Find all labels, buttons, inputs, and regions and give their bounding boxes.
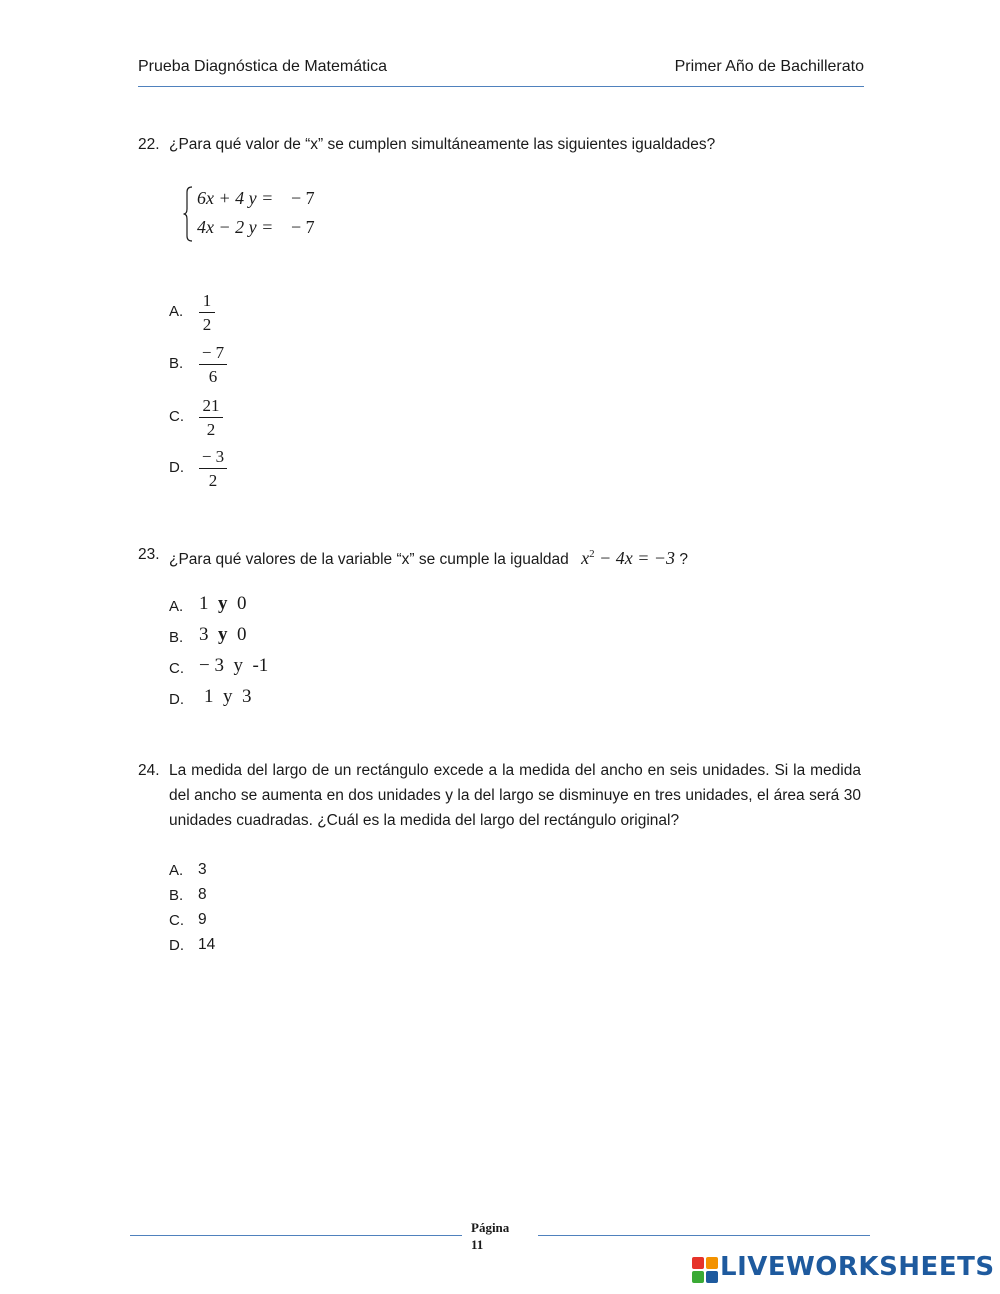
question-number: 23. bbox=[138, 546, 160, 563]
question-text: ¿Para qué valor de “x” se cumplen simultáneamente las siguientes igualdades? bbox=[169, 136, 716, 153]
value-2: 0 bbox=[237, 624, 247, 645]
option-letter: A. bbox=[169, 598, 184, 615]
option-d-value[interactable] bbox=[204, 686, 252, 708]
value-1: − 3 bbox=[199, 655, 224, 676]
option-b-value[interactable] bbox=[199, 624, 247, 646]
question-number: 24. bbox=[138, 762, 160, 779]
option-letter: C. bbox=[169, 912, 184, 929]
fraction-denominator: 2 bbox=[208, 471, 218, 490]
equation-1-lhs: 6x + 4 y = bbox=[197, 188, 274, 208]
equation-system bbox=[183, 186, 333, 242]
option-b-fraction[interactable] bbox=[199, 342, 227, 389]
fraction-denominator: 2 bbox=[206, 420, 216, 439]
option-letter: B. bbox=[169, 887, 184, 904]
fraction-numerator: 21 bbox=[202, 396, 220, 415]
page-value: 11 bbox=[471, 1237, 484, 1252]
question-number: 22. bbox=[138, 136, 160, 153]
option-letter: C. bbox=[169, 408, 184, 425]
footer-divider-left bbox=[130, 1235, 462, 1236]
option-letter: D. bbox=[169, 691, 184, 708]
value-2: 3 bbox=[242, 686, 252, 707]
fraction-numerator: − 3 bbox=[201, 447, 225, 466]
equation bbox=[581, 548, 675, 568]
equation-1-rhs: − 7 bbox=[291, 188, 315, 208]
header-grade: Primer Año de Bachillerato bbox=[674, 58, 864, 75]
option-letter: A. bbox=[169, 862, 184, 879]
value-1: 1 bbox=[199, 593, 209, 614]
question-text bbox=[169, 542, 688, 572]
fraction-numerator: − 7 bbox=[201, 343, 225, 362]
brace-icon bbox=[183, 186, 193, 242]
option-c-fraction[interactable] bbox=[199, 395, 223, 442]
option-c-value[interactable] bbox=[199, 655, 268, 677]
option-d-value[interactable]: 14 bbox=[198, 936, 216, 953]
option-letter: A. bbox=[169, 303, 184, 320]
question-mark: ? bbox=[675, 551, 688, 568]
equation-rest: − 4x = −3 bbox=[594, 548, 676, 568]
option-a-value[interactable]: 3 bbox=[198, 861, 207, 878]
question-22 bbox=[138, 132, 868, 157]
fraction-numerator: 1 bbox=[202, 291, 212, 310]
option-a-value[interactable] bbox=[199, 593, 247, 615]
value-2: -1 bbox=[252, 655, 269, 676]
option-d-fraction[interactable] bbox=[199, 446, 227, 493]
equation-2-rhs: − 7 bbox=[291, 217, 315, 237]
equation-exponent: 2 bbox=[589, 548, 595, 560]
option-letter: B. bbox=[169, 629, 184, 646]
fraction-denominator: 2 bbox=[202, 315, 212, 334]
option-letter: D. bbox=[169, 459, 184, 476]
header-title: Prueba Diagnóstica de Matemática bbox=[138, 58, 388, 75]
value-2: 0 bbox=[237, 593, 247, 614]
fraction-denominator: 6 bbox=[208, 367, 218, 386]
equation-base: x bbox=[581, 548, 590, 568]
conjunction: y bbox=[233, 655, 243, 676]
question-23 bbox=[138, 542, 868, 567]
value-1: 1 bbox=[204, 686, 214, 707]
liveworksheets-wordmark[interactable]: LIVEWORKSHEETS bbox=[720, 1252, 995, 1282]
question-24-text: La medida del largo de un rectángulo excede a la medida del ancho en seis unidades. Si la medida del ancho se aumenta en dos unidades y la del largo se disminuye en tres unidades, el área será 30 unidades cuadradas. ¿Cuál es la medida del largo del rectángulo original? bbox=[169, 762, 861, 829]
option-letter: B. bbox=[169, 355, 184, 372]
option-b-value[interactable]: 8 bbox=[198, 886, 207, 903]
page-label: Página bbox=[471, 1220, 510, 1235]
value-1: 3 bbox=[199, 624, 209, 645]
option-letter: D. bbox=[169, 937, 184, 954]
option-c-value[interactable]: 9 bbox=[198, 911, 207, 928]
page-number bbox=[471, 1219, 509, 1253]
question-text-body: ¿Para qué valores de la variable “x” se cumple la igualdad bbox=[169, 551, 569, 568]
option-a-fraction[interactable] bbox=[199, 290, 215, 337]
conjunction: y bbox=[218, 593, 228, 614]
conjunction: y bbox=[223, 686, 233, 707]
equation-2-lhs: 4x − 2 y = bbox=[197, 217, 274, 237]
option-letter: C. bbox=[169, 660, 184, 677]
page-header bbox=[138, 58, 864, 87]
conjunction: y bbox=[218, 624, 228, 645]
liveworksheets-logo-icon bbox=[692, 1255, 718, 1285]
footer-divider-right bbox=[538, 1235, 870, 1236]
